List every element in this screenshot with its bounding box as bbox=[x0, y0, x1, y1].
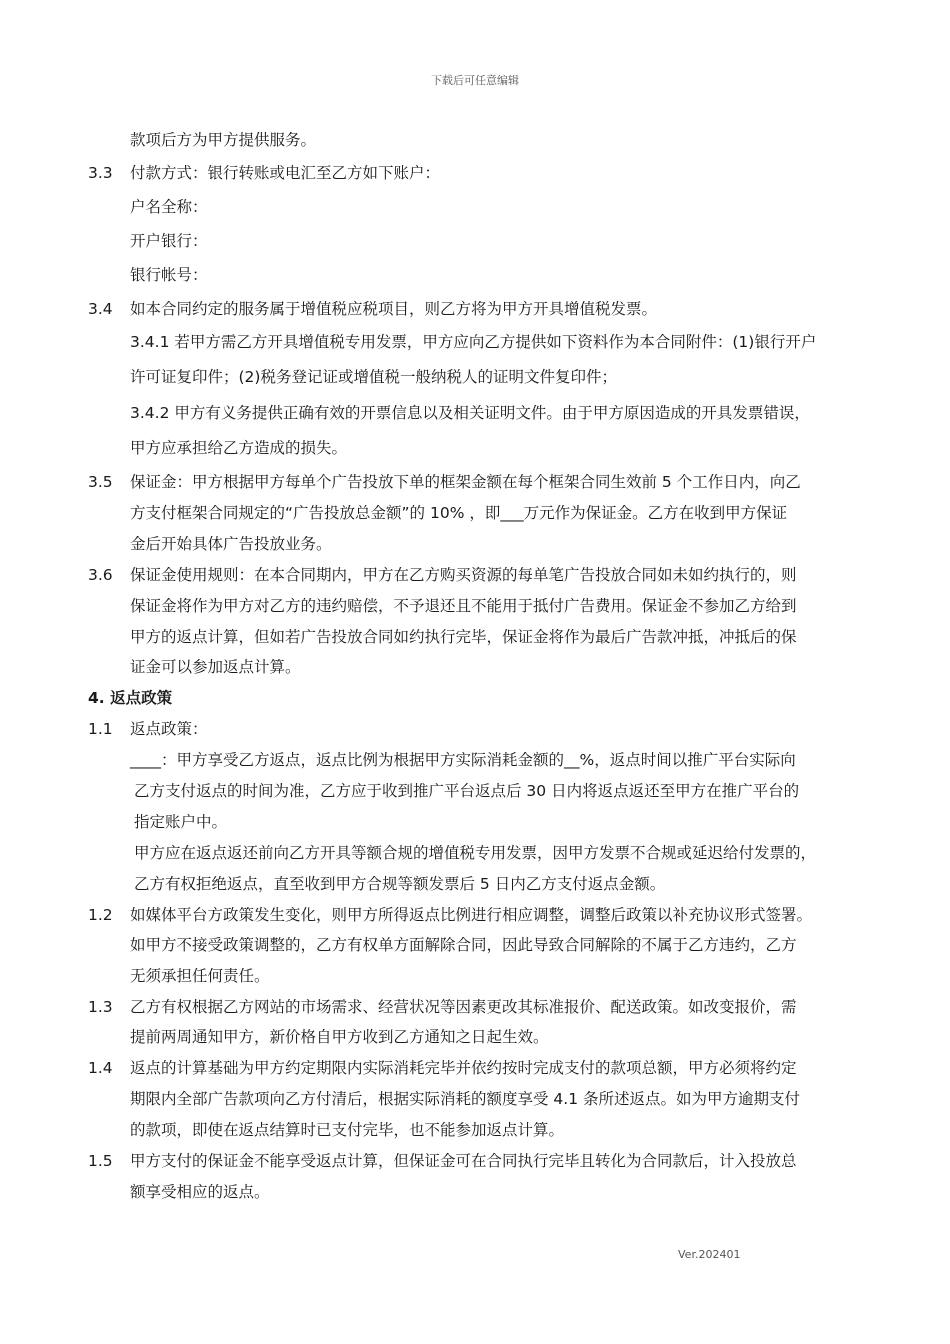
paragraph-line: 无须承担任何责任。 bbox=[130, 967, 270, 985]
paragraph-line: 甲方应承担给乙方造成的损失。 bbox=[130, 439, 348, 457]
section-number: 1.5 bbox=[88, 1152, 113, 1170]
paragraph-line: 乙方有权根据乙方网站的市场需求、经营状况等因素更改其标准报价、配送政策。如改变报价，需 bbox=[130, 998, 797, 1016]
paragraph-line: 如本合同约定的服务属于增值税应税项目，则乙方将为甲方开具增值税发票。 bbox=[130, 300, 658, 318]
paragraph-line: 3.4.2 甲方有义务提供正确有效的开票信息以及相关证明文件。由于甲方原因造成的开具发票错误， bbox=[130, 404, 810, 422]
paragraph-line: 保证金使用规则：在本合同期内，甲方在乙方购买资源的每单笔广告投放合同如未如约执行的，则 bbox=[130, 566, 797, 584]
paragraph-line: 期限内全部广告款项向乙方付清后，根据实际消耗的额度享受 4.1 条所述返点。如为甲方逾期支付 bbox=[130, 1090, 801, 1108]
paragraph-line: 方支付框架合同规定的“广告投放总金额”的 10% ，即___万元作为保证金。乙方在收到甲方保证 bbox=[130, 504, 788, 522]
paragraph-line: 乙方有权拒绝返点，直至收到甲方合规等额发票后 5 日内乙方支付返点金额。 bbox=[134, 875, 666, 893]
version-footer: Ver.202401 bbox=[678, 1248, 741, 1261]
paragraph-line: 保证金将作为甲方对乙方的违约赔偿，不予退还且不能用于抵付广告费用。保证金不参加乙方给到 bbox=[130, 597, 797, 615]
paragraph-line: 金后开始具体广告投放业务。 bbox=[130, 535, 332, 553]
paragraph-line: 如甲方不接受政策调整的，乙方有权单方面解除合同，因此导致合同解除的不属于乙方违约，乙方 bbox=[130, 936, 797, 954]
paragraph-line: 甲方支付的保证金不能享受返点计算，但保证金可在合同执行完毕且转化为合同款后，计入投放总 bbox=[130, 1152, 797, 1170]
section-number: 3.5 bbox=[88, 473, 113, 491]
paragraph-line: 款项后方为甲方提供服务。 bbox=[130, 131, 317, 149]
paragraph-line: 甲方的返点计算，但如若广告投放合同如约执行完毕，保证金将作为最后广告款冲抵，冲抵后的保 bbox=[130, 628, 797, 646]
field-label: 银行帐号： bbox=[130, 266, 208, 284]
field-label: 开户银行： bbox=[130, 232, 208, 250]
paragraph-line: 返点的计算基础为甲方约定期限内实际消耗完毕并依约按时完成支付的款项总额，甲方必须将约定 bbox=[130, 1059, 797, 1077]
paragraph-line: 付款方式：银行转账或电汇至乙方如下账户： bbox=[130, 164, 441, 182]
paragraph-line: 证金可以参加返点计算。 bbox=[130, 658, 301, 676]
section-heading: 4. 返点政策 bbox=[88, 689, 173, 707]
page-header: 下载后可任意编辑 bbox=[431, 74, 519, 87]
section-number: 3.4 bbox=[88, 300, 113, 318]
section-number: 3.3 bbox=[88, 164, 113, 182]
paragraph-line: 的款项，即使在返点结算时已支付完毕，也不能参加返点计算。 bbox=[130, 1121, 565, 1139]
paragraph-line: 提前两周通知甲方，新价格自甲方收到乙方通知之日起生效。 bbox=[130, 1028, 549, 1046]
section-number: 1.4 bbox=[88, 1059, 113, 1077]
paragraph-line: 返点政策： bbox=[130, 720, 208, 738]
section-number: 1.2 bbox=[88, 906, 113, 924]
paragraph-line: 3.4.1 若甲方需乙方开具增值税专用发票，甲方应向乙方提供如下资料作为本合同附件：(1)银行开户 bbox=[130, 333, 817, 351]
paragraph-line: 甲方应在返点返还前向乙方开具等额合规的增值税专用发票，因甲方发票不合规或延迟给付发票的， bbox=[134, 844, 817, 862]
paragraph-line: 额享受相应的返点。 bbox=[130, 1183, 270, 1201]
section-number: 1.1 bbox=[88, 720, 113, 738]
section-number: 1.3 bbox=[88, 998, 113, 1016]
paragraph-line: 乙方支付返点的时间为准，乙方应于收到推广平台返点后 30 日内将返点返还至甲方在推广平台的 bbox=[134, 782, 800, 800]
paragraph-line: 许可证复印件；(2)税务登记证或增值税一般纳税人的证明文件复印件； bbox=[130, 368, 617, 386]
paragraph-line: 如媒体平台方政策发生变化，则甲方所得返点比例进行相应调整，调整后政策以补充协议形式签署。 bbox=[130, 906, 813, 924]
paragraph-line: 指定账户中。 bbox=[134, 813, 228, 831]
paragraph-line: ____：甲方享受乙方返点，返点比例为根据甲方实际消耗金额的__%，返点时间以推广平台实际向 bbox=[130, 751, 796, 769]
field-label: 户名全称： bbox=[130, 198, 208, 216]
paragraph-line: 保证金：甲方根据甲方每单个广告投放下单的框架金额在每个框架合同生效前 5 个工作日内，向乙 bbox=[130, 473, 801, 491]
section-number: 3.6 bbox=[88, 566, 113, 584]
